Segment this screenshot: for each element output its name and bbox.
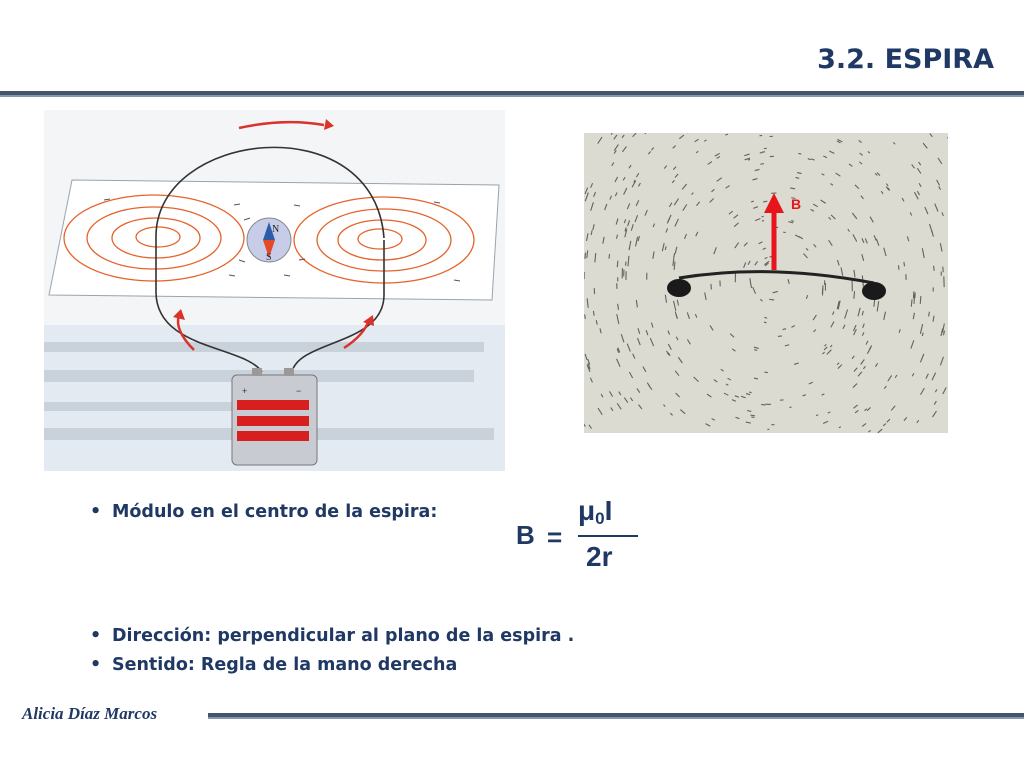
- bullet-sentido: • Sentido: Regla de la mano derecha: [90, 655, 458, 675]
- formula-denominator: 2r: [586, 541, 613, 572]
- formula-equals: =: [547, 522, 563, 552]
- footer-divider: [208, 713, 1024, 719]
- biot-savart-loop-formula: [512, 495, 652, 585]
- formula-numerator: $\mu_0I$: [578, 495, 613, 528]
- author-name: Alicia Díaz Marcos: [22, 704, 158, 723]
- field-b-label: B: [791, 196, 802, 212]
- iron-filings-photo: [584, 133, 948, 433]
- formula-lhs: B: [516, 520, 535, 550]
- slide-title: 3.2. ESPIRA: [817, 44, 994, 75]
- bullet-direccion: • Dirección: perpendicular al plano de la espira .: [90, 626, 575, 646]
- current-loop-diagram: [44, 110, 505, 471]
- bullet-modulo: • Módulo en el centro de la espira:: [90, 502, 438, 522]
- compass-s-label: S: [266, 252, 272, 263]
- svg-text:+: +: [242, 386, 248, 396]
- title-divider: [0, 91, 1024, 97]
- fraction-bar: [578, 535, 638, 537]
- compass-n-label: N: [272, 224, 280, 235]
- svg-text:−: −: [296, 386, 302, 396]
